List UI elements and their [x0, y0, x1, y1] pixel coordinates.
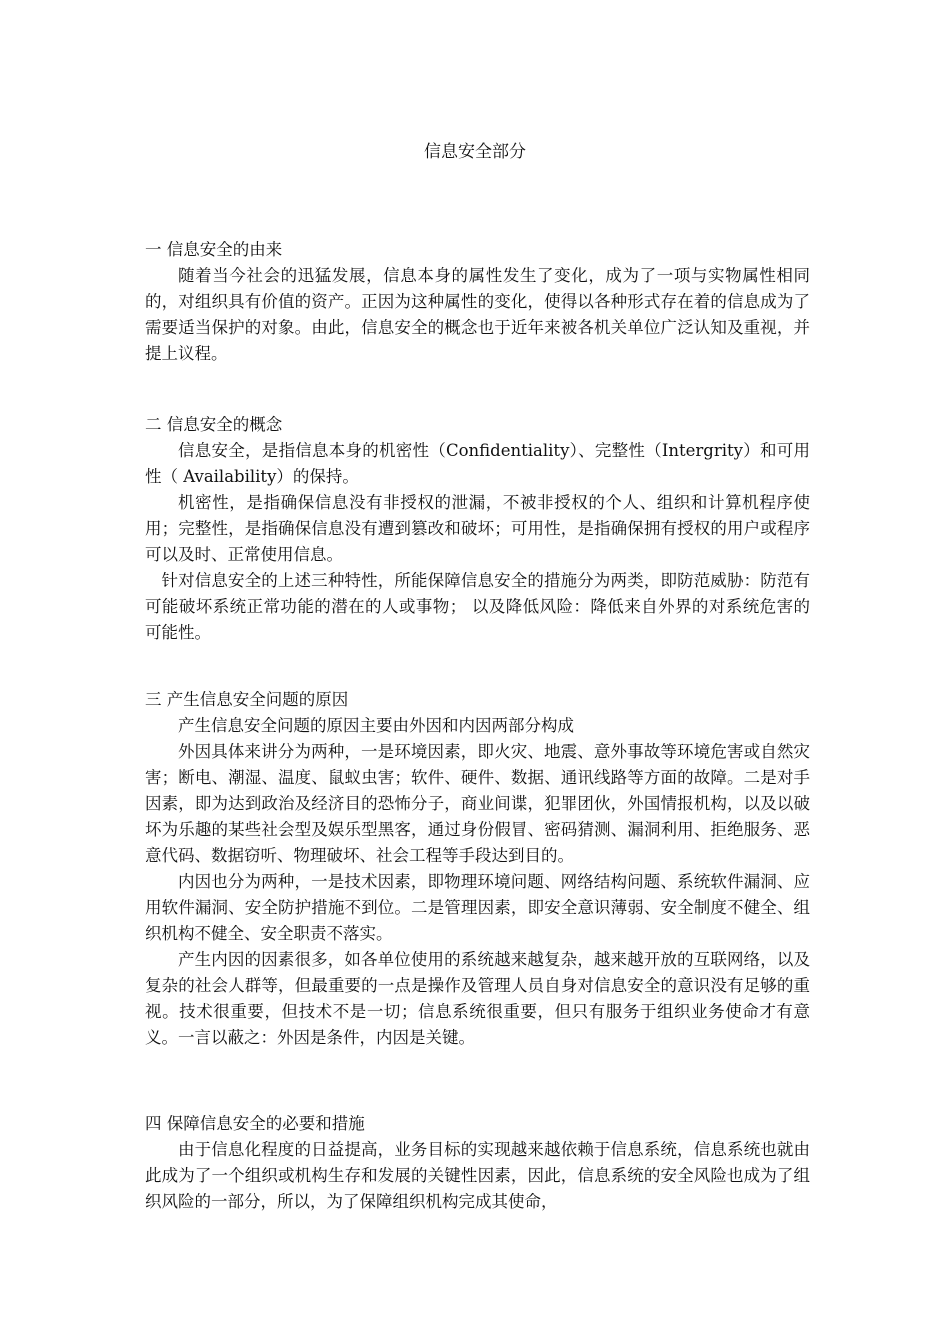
document-title: 信息安全部分	[424, 142, 526, 162]
paragraph: 外因具体来讲分为两种，一是环境因素，即火灾、地震、意外事故等环境危害或自然灾害；断电、潮湿、温度、鼠蚁虫害；软件、硬件、数据、通讯线路等方面的故障。二是对手因素，即为达到政治及经济目的恐怖分子，商业间谍，犯罪团伙，外国情报机构，以及以破坏为乐趣的某些社会型及娱乐型黑客，通过身份假冒、密码猜测、漏洞利用、拒绝服务、恶意代码、数据窃听、物理破坏、社会工程等手段达到目的。	[145, 742, 810, 865]
paragraph: 信息安全，是指信息本身的机密性（Confidentiality）、完整性（Intergrity）和可用性（ Availability）的保持。	[145, 441, 810, 486]
section-concept	[145, 412, 810, 646]
paragraph: 随着当今社会的迅猛发展，信息本身的属性发生了变化，成为了一项与实物属性相同的，对组织具有价值的资产。正因为这种属性的变化，使得以各种形式存在着的信息成为了需要适当保护的对象。由此，信息安全的概念也于近年来被各机关单位广泛认知及重视，并提上议程。	[145, 266, 810, 363]
section-heading: 一 信息安全的由来	[145, 240, 283, 259]
section-heading: 二 信息安全的概念	[145, 415, 283, 434]
paragraph: 机密性，是指确保信息没有非授权的泄漏，不被非授权的个人、组织和计算机程序使用；完整性，是指确保信息没有遭到篡改和破坏；可用性，是指确保拥有授权的用户或程序可以及时、正常使用信息。	[145, 493, 810, 564]
paragraph: 由于信息化程度的日益提高，业务目标的实现越来越依赖于信息系统，信息系统也就由此成为了一个组织或机构生存和发展的关键性因素，因此，信息系统的安全风险也成为了组织风险的一部分，所以，为了保障组织机构完成其使命，	[145, 1140, 810, 1211]
paragraph: 产生信息安全问题的原因主要由外因和内因两部分构成	[178, 716, 574, 735]
section-measures	[145, 1111, 810, 1215]
paragraph: 针对信息安全的上述三种特性，所能保障信息安全的措施分为两类，即防范威胁：防范有可能破坏系统正常功能的潜在的人或事物； 以及降低风险：降低来自外界的对系统危害的可能性。	[145, 571, 810, 642]
paragraph: 内因也分为两种，一是技术因素，即物理环境问题、网络结构问题、系统软件漏洞、应用软件漏洞、安全防护措施不到位。二是管理因素，即安全意识薄弱、安全制度不健全、组织机构不健全、安全职责不落实。	[145, 872, 810, 943]
paragraph: 产生内因的因素很多，如各单位使用的系统越来越复杂，越来越开放的互联网络，以及复杂的社会人群等，但最重要的一点是操作及管理人员自身对信息安全的意识没有足够的重视。技术很重要，但技术不是一切；信息系统很重要，但只有服务于组织业务使命才有意义。一言以蔽之：外因是条件，内因是关键。	[145, 950, 810, 1047]
section-heading: 四 保障信息安全的必要和措施	[145, 1114, 365, 1133]
section-causes	[145, 687, 810, 1051]
section-heading: 三 产生信息安全问题的原因	[145, 690, 349, 709]
section-origin	[145, 237, 810, 367]
